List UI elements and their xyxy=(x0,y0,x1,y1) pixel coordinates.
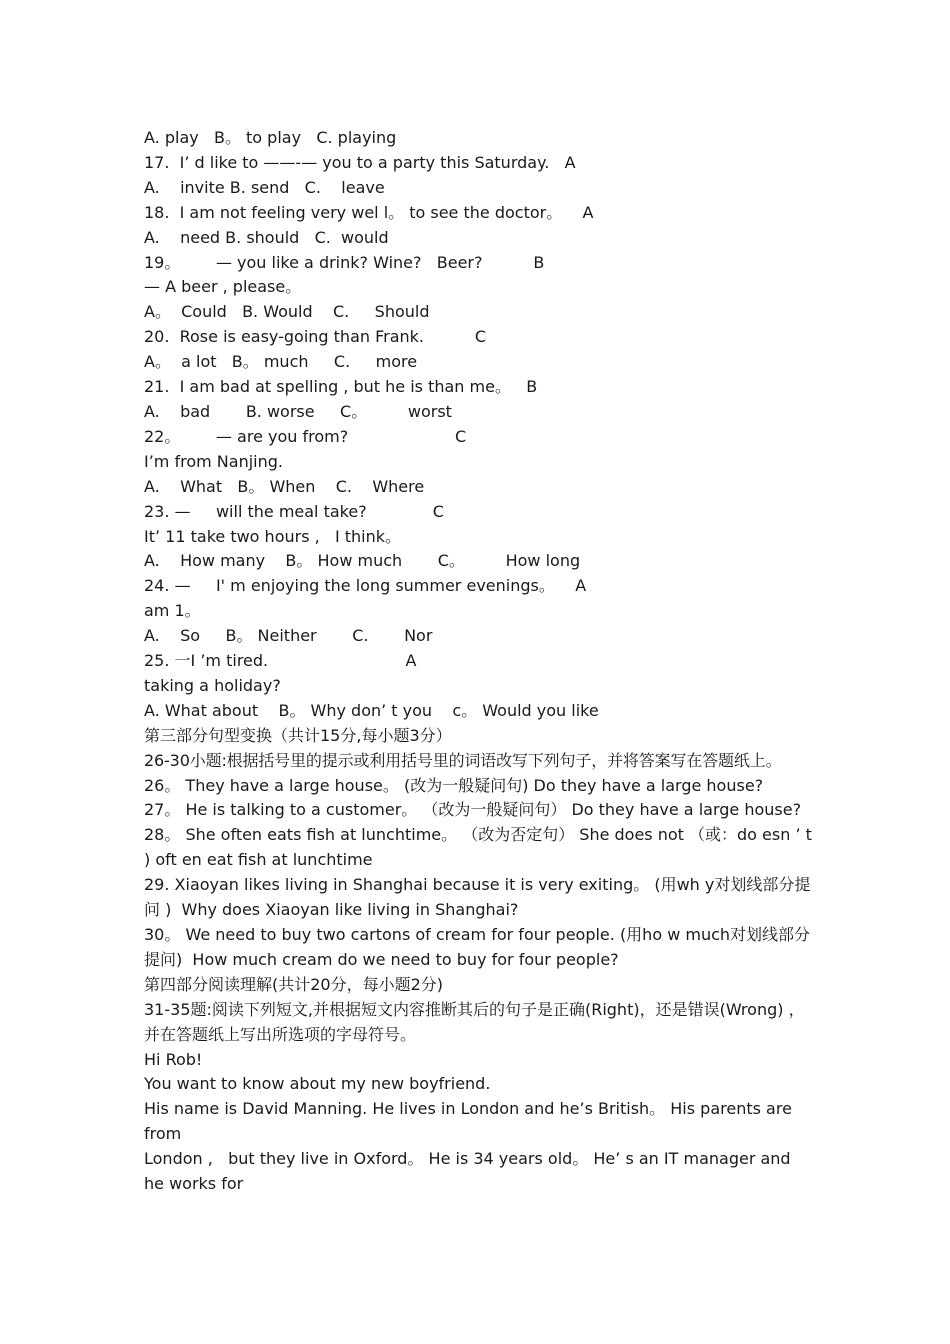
reply-25: taking a holiday? xyxy=(144,675,281,695)
options-18: A. need B. should C. would xyxy=(144,227,389,247)
question-19: 19。 — you like a drink? Wine? Beer? B xyxy=(144,252,545,272)
letter-line: London , but they live in Oxford。 He is 34 years old。 He’ s an IT manager and he works for xyxy=(144,1149,796,1194)
item-28: 28。 She often eats fish at lunchtime。 （改为否定句） She does not （或：do esn ’ t ) oft en eat fish at lunchtime xyxy=(144,825,817,870)
reply-23: It’ 11 take two hours , I think。 xyxy=(144,526,402,546)
question-25: 25. 一I ’m tired. A xyxy=(144,651,417,671)
section-4-instructions: 31-35题:阅读下列短文,并根据短文内容推断其后的句子是正确(Right)，还是错误(Wrong) ，并在答题纸上写出所选项的字母符号。 xyxy=(144,999,805,1044)
question-17: 17. I’ d like to ——-— you to a party this Saturday. A xyxy=(144,152,576,172)
options-24: A. So B。 Neither C. Nor xyxy=(144,626,433,646)
options-17: A. invite B. send C. leave xyxy=(144,177,385,197)
question-23: 23. — will the meal take? C xyxy=(144,501,444,521)
reply-22: I’m from Nanjing. xyxy=(144,451,283,471)
question-24: 24. — I' m enjoying the long summer evenings。 A xyxy=(144,576,587,596)
section-4-heading: 第四部分阅读理解(共计20分，每小题2分) xyxy=(144,974,444,994)
options-23: A. How many B。 How much C。 How long xyxy=(144,551,581,571)
question-21: 21. I am bad at spelling , but he is than me。 B xyxy=(144,377,538,397)
options-22: A. What B。 When C. Where xyxy=(144,476,425,496)
question-22: 22。 — are you from? C xyxy=(144,426,467,446)
section-3-instructions: 26-30小题:根据括号里的提示或利用括号里的词语改写下列句子，并将答案写在答题纸上。 xyxy=(144,750,782,770)
question-20: 20. Rose is easy-going than Frank. C xyxy=(144,327,487,347)
item-26: 26。 They have a large house。 (改为一般疑问句) Do they have a large house? xyxy=(144,775,764,795)
item-30: 30。 We need to buy two cartons of cream for four people. (用ho w much对划线部分提问) How much cream do we need to buy for four people? xyxy=(144,925,811,969)
options-19: A。 Could B. Would C. Should xyxy=(144,302,430,322)
options-21: A. bad B. worse C。 worst xyxy=(144,401,452,421)
options-25: A. What about B。 Why don’ t you c。 Would you like xyxy=(144,700,599,720)
reply-19: — A beer , please。 xyxy=(144,277,302,297)
letter-line: You want to know about my new boyfriend. xyxy=(144,1074,491,1094)
reply-24: am 1。 xyxy=(144,601,201,621)
letter-greeting: Hi Rob! xyxy=(144,1049,203,1069)
letter-line: His name is David Manning. He lives in London and he’s British。 His parents are from xyxy=(144,1099,797,1144)
section-3-heading: 第三部分句型变换（共计15分,每小题3分） xyxy=(144,725,452,745)
text-line: A. play B。 to play C. playing xyxy=(144,128,397,147)
item-29: 29. Xiaoyan likes living in Shanghai because it is very exiting。 (用wh y对划线部分提问 ) Why does Xiaoyan like living in Shanghai? xyxy=(144,875,811,920)
document-body xyxy=(144,126,817,1197)
item-27: 27。 He is talking to a customer。 （改为一般疑问句） Do they have a large house? xyxy=(144,800,802,820)
options-20: A。 a lot B。 much C. more xyxy=(144,352,418,372)
question-18: 18. I am not feeling very wel l。 to see the doctor。 A xyxy=(144,202,594,222)
